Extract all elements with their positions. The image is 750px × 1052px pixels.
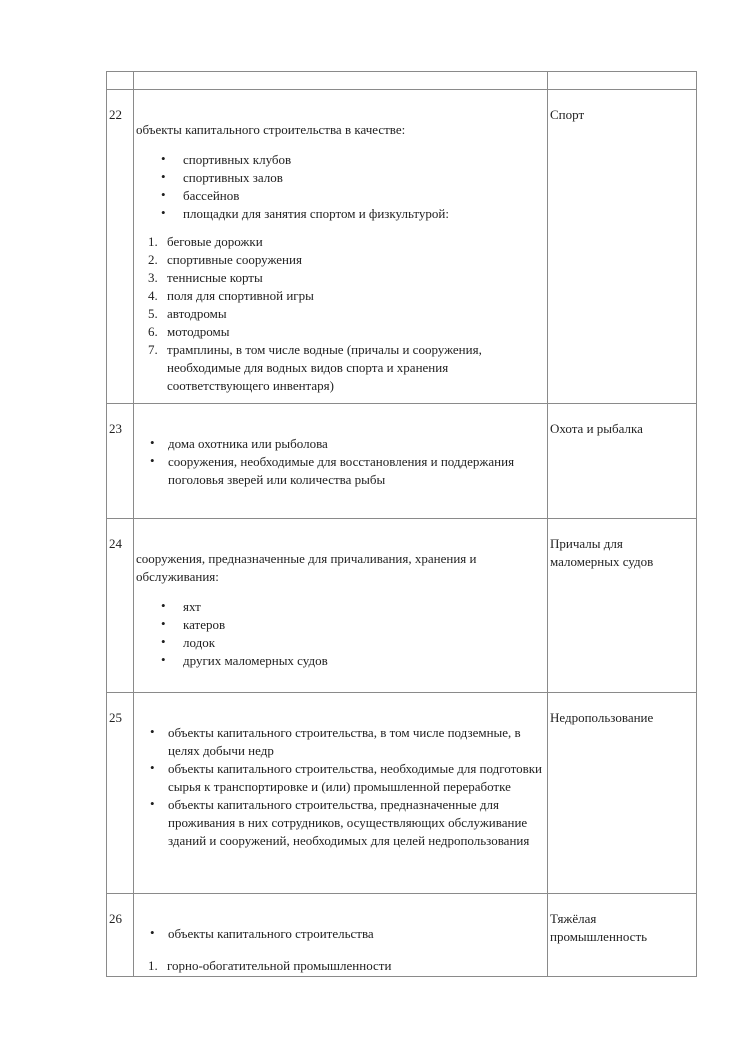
list-item: • объекты капитального строительства, необходимые для подготовки сырья к транспортировке и (или) промышленной переработке (168, 760, 543, 796)
list-item: • яхт (183, 598, 543, 616)
row-category-cell (548, 519, 697, 693)
row-number-cell (107, 90, 134, 404)
table-row (107, 519, 697, 693)
bullet-list (136, 724, 543, 850)
numbered-list (136, 233, 543, 395)
list-item: • спортивных залов (183, 169, 543, 187)
header-cell-description (134, 72, 548, 90)
row-description-cell (134, 519, 548, 693)
row-number-cell (107, 894, 134, 977)
list-item: • объекты капитального строительства (168, 925, 543, 943)
list-item: мотодромы (167, 324, 230, 339)
table-row (107, 90, 697, 404)
list-item: поля для спортивной игры (167, 288, 314, 303)
list-item: • площадки для занятия спортом и физкультурой: (183, 205, 543, 223)
row-category: Охота и рыбалка (550, 421, 643, 436)
list-item: • катеров (183, 616, 543, 634)
list-item: горно-обогатительной промышленности (167, 958, 392, 973)
row-number-cell (107, 519, 134, 693)
header-cell-number (107, 72, 134, 90)
row-category-cell (548, 90, 697, 404)
row-number: 26 (109, 911, 122, 926)
row-category-cell (548, 404, 697, 519)
row-number: 23 (109, 421, 122, 436)
list-item: • бассейнов (183, 187, 543, 205)
row-description-cell (134, 404, 548, 519)
land-use-table (106, 71, 697, 977)
row-number: 22 (109, 107, 122, 122)
list-item: • объекты капитального строительства, в том числе подземные, в целях добычи недр (168, 724, 543, 760)
row-number: 25 (109, 710, 122, 725)
table-row (107, 894, 697, 977)
row-category: Причалы для маломерных судов (550, 536, 654, 569)
bullet-list (136, 151, 543, 223)
list-item: • сооружения, необходимые для восстановления и поддержания поголовья зверей или количества рыбы (168, 453, 543, 489)
row-category-cell (548, 894, 697, 977)
list-item: автодромы (167, 306, 227, 321)
row-description-cell (134, 90, 548, 404)
row-number-cell (107, 404, 134, 519)
row-number-cell (107, 693, 134, 894)
list-item: беговые дорожки (167, 234, 263, 249)
row-category: Тяжёлая промышленность (550, 911, 648, 944)
list-item: • лодок (183, 634, 543, 652)
table-row (107, 404, 697, 519)
header-cell-category (548, 72, 697, 90)
bullet-list (136, 925, 543, 943)
list-item: • других маломерных судов (183, 652, 543, 670)
bullet-list (136, 598, 543, 670)
description-intro: сооружения, предназначенные для причаливания, хранения и обслуживания: (136, 551, 477, 584)
row-description-cell (134, 894, 548, 977)
list-item: теннисные корты (167, 270, 263, 285)
row-number: 24 (109, 536, 122, 551)
numbered-list (136, 957, 543, 975)
description-intro: объекты капитального строительства в качестве: (136, 122, 406, 137)
list-item: • спортивных клубов (183, 151, 543, 169)
row-description-cell (134, 693, 548, 894)
list-item: трамплины, в том числе водные (причалы и сооружения, необходимые для водных видов спорта и хранения соответствующего инвентаря) (167, 342, 482, 393)
table-row (107, 693, 697, 894)
list-item: спортивные сооружения (167, 252, 302, 267)
table-header-row (107, 72, 697, 90)
row-category: Недропользование (550, 710, 654, 725)
row-category-cell (548, 693, 697, 894)
list-item: • дома охотника или рыболова (168, 435, 543, 453)
bullet-list (136, 435, 543, 489)
row-category: Спорт (550, 107, 585, 122)
list-item: • объекты капитального строительства, предназначенные для проживания в них сотрудников, осуществляющих обслуживание зданий и сооружений, необходимых для целей недропользования (168, 796, 543, 850)
